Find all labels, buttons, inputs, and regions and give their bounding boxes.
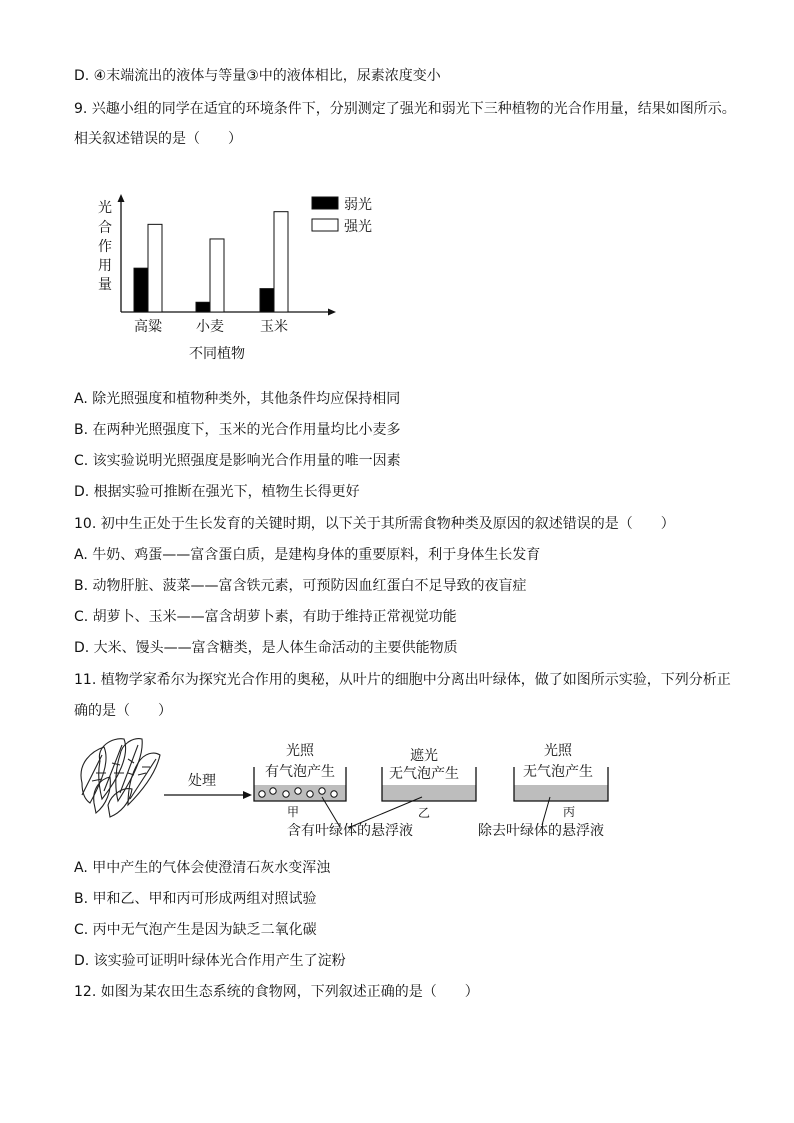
q9-option-b: B. 在两种光照强度下，玉米的光合作用量均比小麦多 — [74, 422, 401, 438]
q10-stem: 10. 初中生正处于生长发育的关键时期，以下关于其所需食物种类及原因的叙述错误的是（ ） — [74, 516, 675, 532]
tube-yi-condition: 遮光 — [410, 748, 438, 764]
q10-option-c: C. 胡萝卜、玉米——富含胡萝卜素，有助于维持正常视觉功能 — [74, 609, 457, 625]
q10-option-b: B. 动物肝脏、菠菜——富含铁元素，可预防因血红蛋白不足导致的夜盲症 — [74, 578, 527, 594]
category-label: 玉米 — [260, 319, 288, 335]
y-axis-label-char: 用 — [98, 258, 112, 274]
y-axis-label-char: 合 — [98, 220, 112, 236]
bar-玉米-弱光 — [260, 289, 274, 312]
q9-option-d: D. 根据实验可推断在强光下，植物生长得更好 — [74, 484, 360, 500]
q10-option-d: D. 大米、馒头——富含糖类，是人体生命活动的主要供能物质 — [74, 640, 458, 656]
q9-stem-line-2: 相关叙述错误的是（ ） — [74, 131, 242, 147]
q11-option-a: A. 甲中产生的气体会使澄清石灰水变浑浊 — [74, 860, 331, 876]
process-arrow-head — [243, 791, 252, 799]
q11-option-d: D. 该实验可证明叶绿体光合作用产生了淀粉 — [74, 953, 346, 969]
q11-stem-line-1: 11. 植物学家希尔为探究光合作用的奥秘，从叶片的细胞中分离出叶绿体，做了如图所示实验，下列分析正 — [74, 672, 731, 688]
y-axis-label-char: 作 — [98, 239, 112, 255]
tube-bing-result: 无气泡产生 — [523, 764, 593, 780]
legend-label-强光: 强光 — [344, 219, 372, 235]
q11-experiment-diagram — [72, 733, 632, 843]
category-label: 高粱 — [134, 319, 162, 335]
tube-bing-label: 丙 — [562, 805, 576, 819]
q11-option-b: B. 甲和乙、甲和丙可形成两组对照试验 — [74, 891, 317, 907]
bar-高粱-强光 — [148, 224, 162, 312]
legend-swatch-强光 — [312, 219, 338, 231]
bar-玉米-强光 — [274, 212, 288, 312]
category-label: 小麦 — [196, 319, 224, 335]
note-left: 含有叶绿体的悬浮液 — [287, 823, 413, 839]
tube-yi-liquid — [382, 785, 476, 801]
process-label: 处理 — [188, 773, 216, 789]
q9-bar-chart: 光 合 作 用 量 光合作用量 高粱 小麦 玉米 不同植物 弱光强光 — [90, 178, 372, 362]
q9-option-c: C. 该实验说明光照强度是影响光合作用量的唯一因素 — [74, 453, 401, 469]
q12-stem: 12. 如图为某农田生态系统的食物网，下列叙述正确的是（ ） — [74, 984, 479, 1000]
q11-stem-line-2: 确的是（ ） — [74, 703, 172, 719]
y-axis-arrow — [118, 194, 125, 202]
legend-swatch-弱光 — [312, 197, 338, 209]
x-axis-arrow — [328, 309, 336, 316]
tube-jia-condition: 光照 — [286, 743, 314, 759]
tube-bing-condition: 光照 — [544, 743, 572, 759]
tube-jia-result: 有气泡产生 — [265, 764, 335, 780]
note-right: 除去叶绿体的悬浮液 — [478, 823, 604, 839]
tube-yi-result: 无气泡产生 — [389, 766, 459, 782]
legend-label-弱光: 弱光 — [344, 197, 372, 213]
tube-yi-label: 乙 — [417, 806, 431, 820]
q9-option-a: A. 除光照强度和植物种类外，其他条件均应保持相同 — [74, 391, 401, 407]
q9-stem-line-1: 9. 兴趣小组的同学在适宜的环境条件下，分别测定了强光和弱光下三种植物的光合作用量，结果如图所示。 — [74, 101, 736, 117]
q8-option-d: D. ④末端流出的液体与等量③中的液体相比，尿素浓度变小 — [74, 68, 441, 84]
y-axis-label-char: 量 — [98, 277, 112, 293]
tube-bing-liquid — [514, 785, 608, 801]
y-axis-label-char: 光 — [98, 200, 112, 216]
bar-小麦-弱光 — [196, 302, 210, 312]
leaves-illustration — [81, 739, 160, 817]
q11-option-c: C. 丙中无气泡产生是因为缺乏二氧化碳 — [74, 922, 317, 938]
bar-高粱-弱光 — [134, 268, 148, 312]
bar-小麦-强光 — [210, 239, 224, 312]
q10-option-a: A. 牛奶、鸡蛋——富含蛋白质，是建构身体的重要原料，利于身体生长发育 — [74, 547, 541, 563]
tube-jia-label: 甲 — [286, 805, 300, 819]
x-axis-label: 不同植物 — [189, 346, 245, 362]
